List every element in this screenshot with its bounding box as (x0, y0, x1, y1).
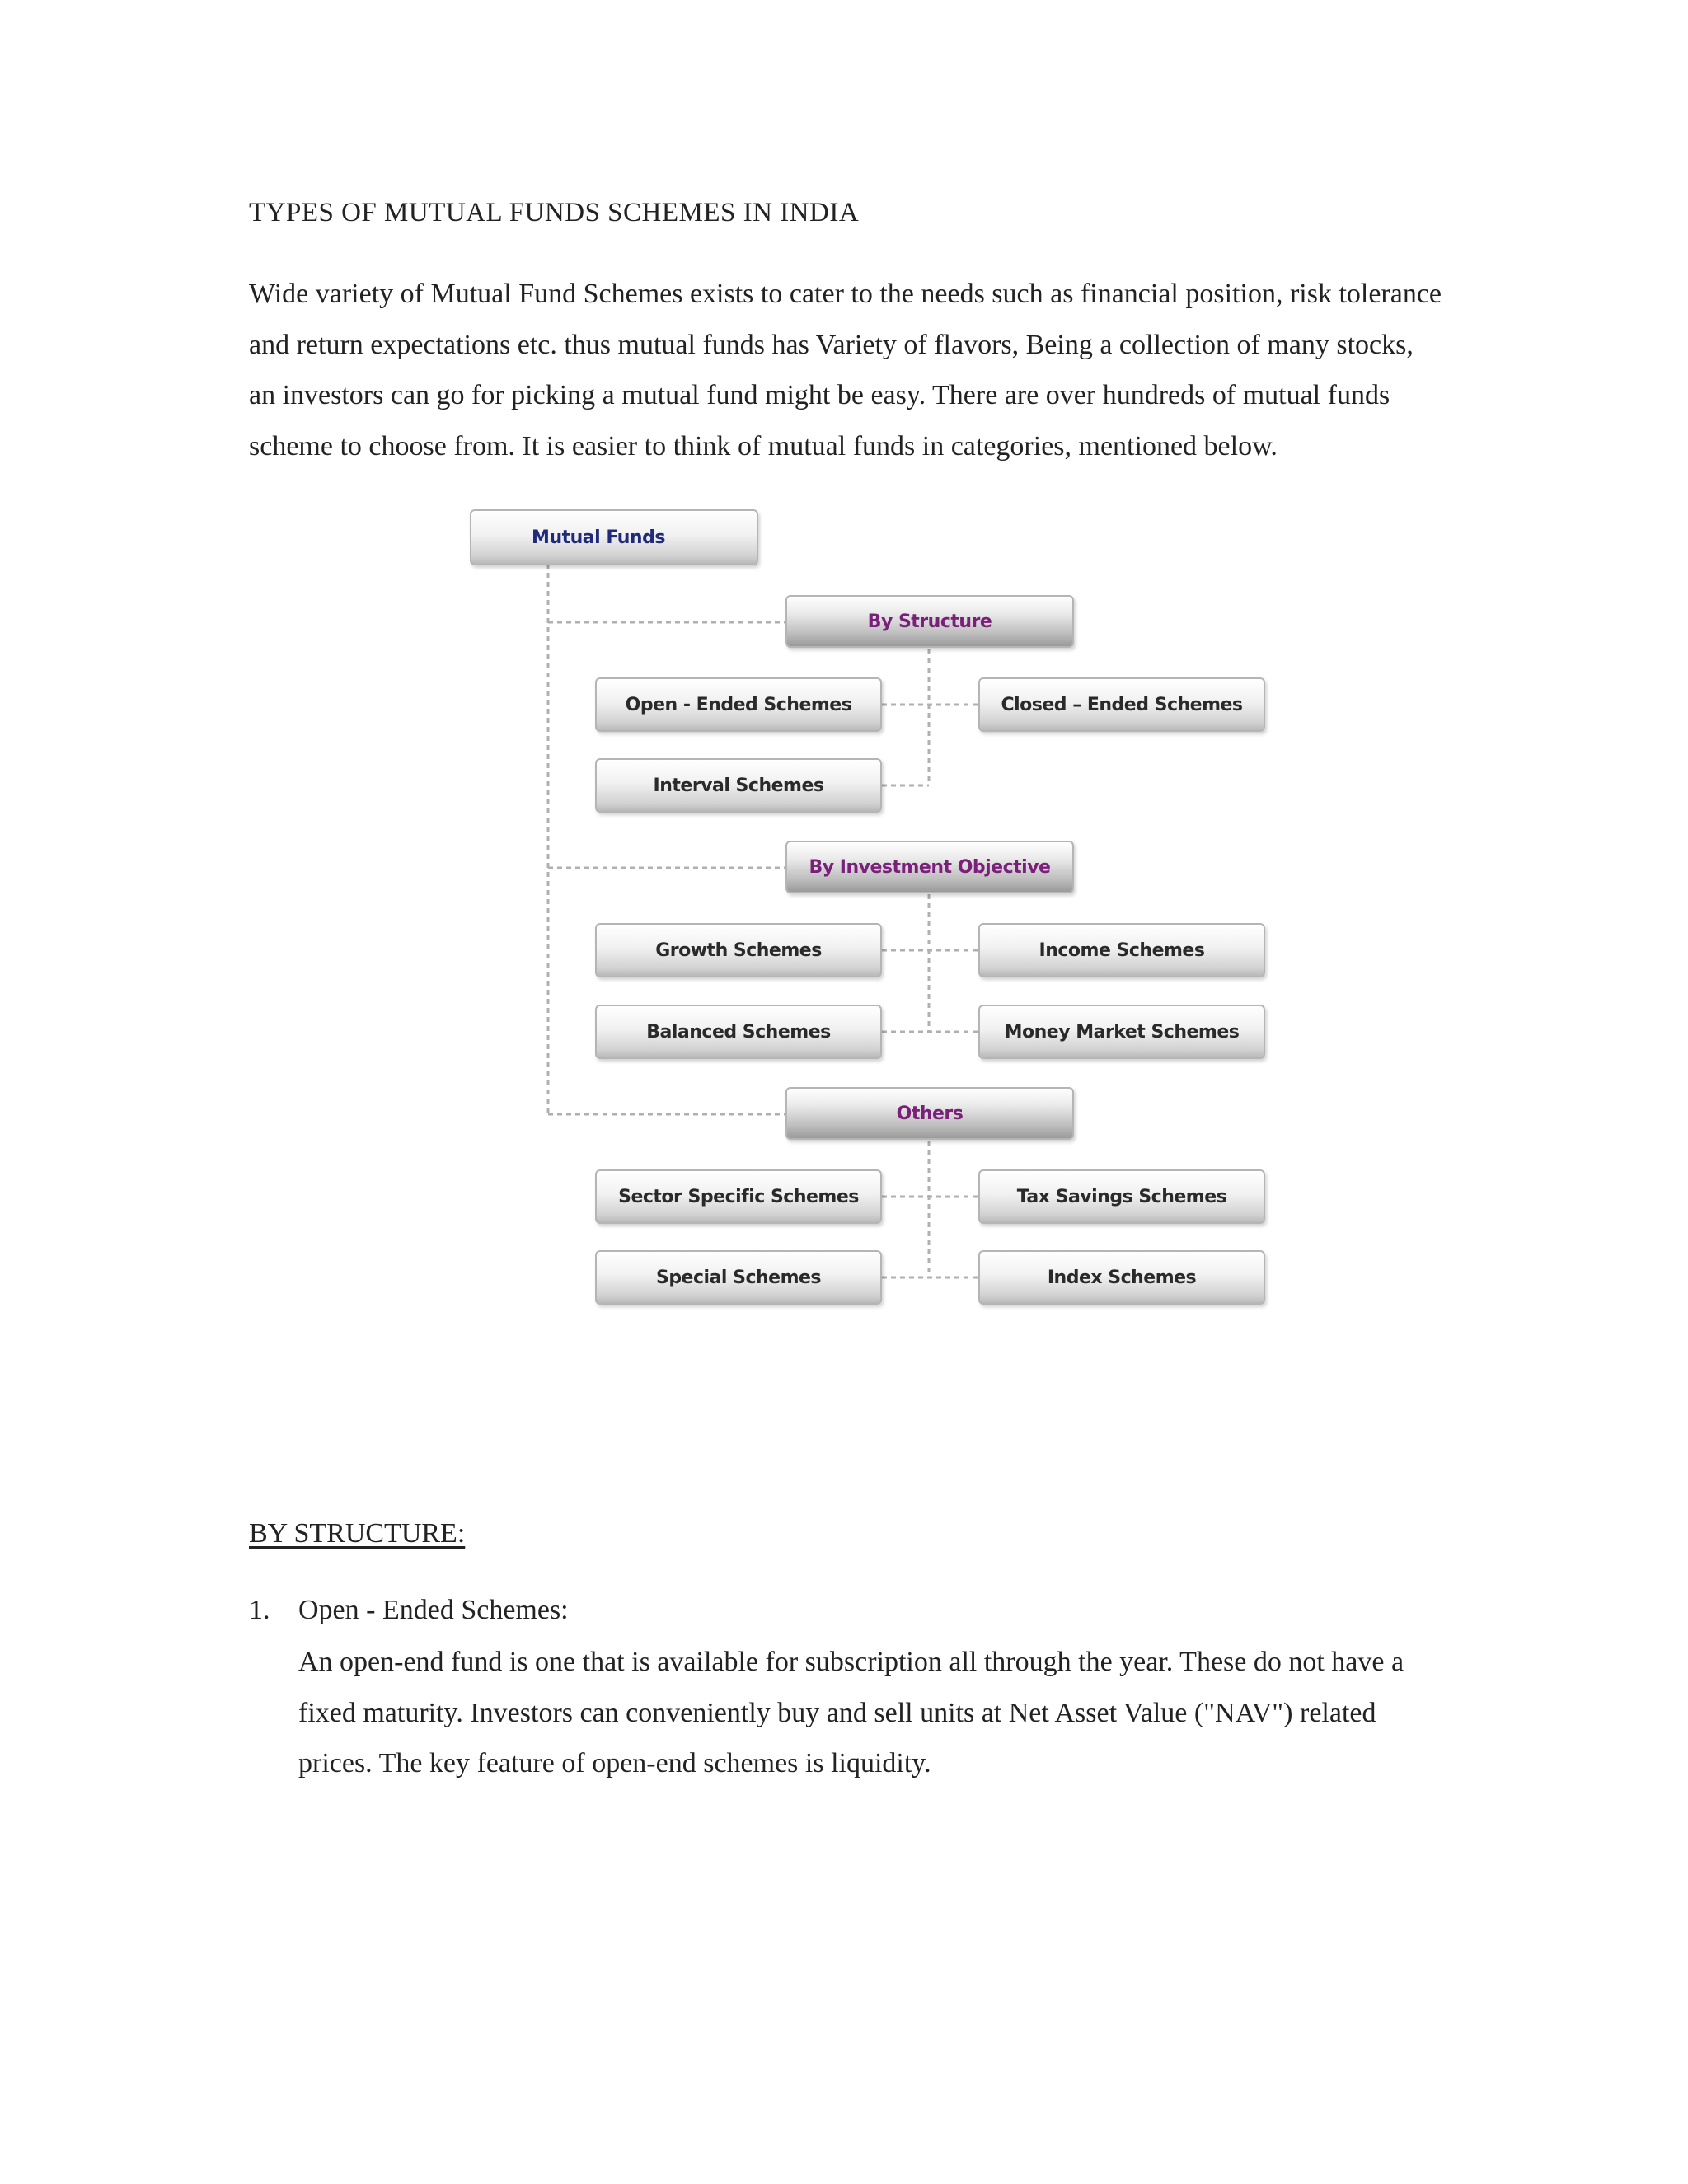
intro-line: scheme to choose from. It is easier to think of mutual funds in categories, mentioned below. (249, 430, 1278, 462)
body-line: fixed maturity. Investors can conveniently buy and sell units at Net Asset Value ("NAV") related (298, 1697, 1376, 1728)
node-label: By Investment Objective (809, 856, 1051, 878)
income-schemes-node (978, 923, 1265, 977)
node-label: Mutual Funds (532, 527, 665, 548)
section-heading: BY STRUCTURE: (249, 1518, 466, 1549)
sector-specific-schemes-node (595, 1169, 882, 1224)
others-node (785, 1087, 1074, 1140)
node-label: By Structure (867, 611, 992, 632)
node-label: Interval Schemes (653, 775, 824, 796)
money-market-schemes-node (978, 1005, 1265, 1059)
list-item-body (298, 1637, 1404, 1789)
by-structure-node (785, 595, 1074, 648)
mutual-funds-diagram (462, 503, 1286, 1327)
node-label: Sector Specific Schemes (618, 1186, 859, 1207)
growth-schemes-node (595, 923, 882, 977)
node-label: Balanced Schemes (646, 1021, 831, 1043)
node-label: Open - Ended Schemes (625, 694, 852, 715)
body-line: An open-end fund is one that is available for subscription all through the year. These do not have a (298, 1647, 1404, 1677)
tax-savings-schemes-node (978, 1169, 1265, 1224)
intro-line: Wide variety of Mutual Fund Schemes exists to cater to the needs such as financial position, risk tolerance (249, 279, 1442, 309)
by-investment-objective-node (785, 841, 1074, 893)
intro-paragraph (249, 269, 1502, 471)
list-item-title: Open - Ended Schemes: (298, 1595, 569, 1625)
node-label: Growth Schemes (655, 940, 822, 961)
body-line: prices. The key feature of open-end schemes is liquidity. (298, 1748, 931, 1779)
node-label: Closed – Ended Schemes (1001, 694, 1243, 715)
balanced-schemes-node (595, 1005, 882, 1059)
list-item-number: 1. (249, 1595, 270, 1625)
page-title: TYPES OF MUTUAL FUNDS SCHEMES IN INDIA (249, 198, 860, 227)
intro-line: and return expectations etc. thus mutual funds has Variety of flavors, Being a collection of many stocks, (249, 329, 1414, 360)
special-schemes-node (595, 1250, 882, 1305)
closed-ended-schemes-node (978, 677, 1265, 732)
open-ended-schemes-node (595, 677, 882, 732)
node-label: Money Market Schemes (1004, 1021, 1240, 1043)
node-label: Income Schemes (1039, 940, 1205, 961)
node-label: Tax Savings Schemes (1016, 1186, 1227, 1207)
index-schemes-node (978, 1250, 1265, 1305)
mutual-funds-node (470, 509, 758, 565)
node-label: Special Schemes (655, 1267, 822, 1288)
intro-line: an investors can go for picking a mutual fund might be easy. There are over hundreds of mutual funds (249, 380, 1390, 410)
node-label: Index Schemes (1047, 1267, 1197, 1288)
node-label: Others (896, 1103, 964, 1124)
interval-schemes-node (595, 758, 882, 813)
